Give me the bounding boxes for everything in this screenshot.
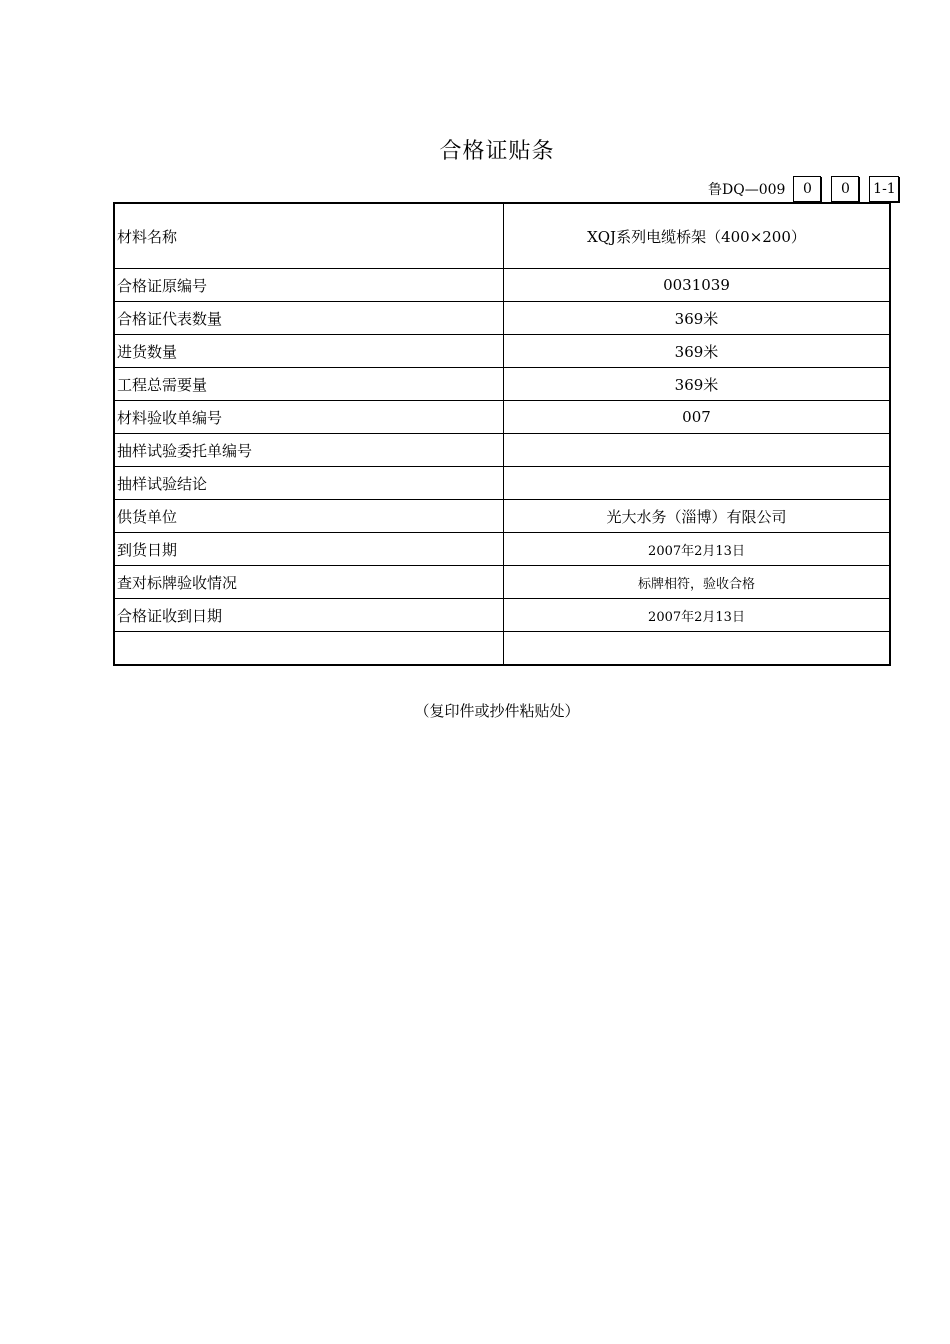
page-title: 合格证贴条 (439, 139, 555, 164)
table-row-purchase-quantity (114, 335, 890, 368)
row-value (504, 434, 891, 467)
row-label: 进货数量 (114, 335, 504, 368)
row-value: 光大水务（淄博）有限公司 (504, 500, 891, 533)
row-value: XQJ系列电缆桥架（400×200） (504, 203, 891, 269)
document-code-label: 鲁DQ—009 (708, 182, 786, 198)
document-code (708, 176, 899, 202)
document-code-box-2: 0 (831, 176, 859, 202)
table-row-sampling-conclusion (114, 467, 890, 500)
table-row-arrival-date (114, 533, 890, 566)
table-row-nameplate-check (114, 566, 890, 599)
row-label: 抽样试验委托单编号 (114, 434, 504, 467)
document-code-box-3: 1-1 (869, 176, 899, 202)
row-value: 2007年2月13日 (504, 533, 891, 566)
table-row-sampling-order-number (114, 434, 890, 467)
row-label: 供货单位 (114, 500, 504, 533)
paste-area-note: （复印件或抄件粘贴处） (414, 702, 580, 720)
row-value: 369米 (504, 302, 891, 335)
row-label (114, 632, 504, 666)
certificate-table (113, 202, 891, 666)
row-label: 材料名称 (114, 203, 504, 269)
row-label: 合格证代表数量 (114, 302, 504, 335)
row-value: 369米 (504, 335, 891, 368)
row-value (504, 467, 891, 500)
row-value (504, 632, 891, 666)
table-row-certificate-number (114, 269, 890, 302)
row-label: 抽样试验结论 (114, 467, 504, 500)
table-row-empty (114, 632, 890, 666)
row-value: 369米 (504, 368, 891, 401)
table-row-certificate-received-date (114, 599, 890, 632)
row-value: 标牌相符，验收合格 (504, 566, 891, 599)
table-row-total-requirement (114, 368, 890, 401)
row-label: 查对标牌验收情况 (114, 566, 504, 599)
row-value: 2007年2月13日 (504, 599, 891, 632)
row-label: 到货日期 (114, 533, 504, 566)
table-row-acceptance-number (114, 401, 890, 434)
row-value: 0031039 (504, 269, 891, 302)
table-row-certificate-quantity (114, 302, 890, 335)
row-label: 材料验收单编号 (114, 401, 504, 434)
table-row-material-name (114, 203, 890, 269)
row-label: 合格证收到日期 (114, 599, 504, 632)
table-row-supplier (114, 500, 890, 533)
document-code-box-1: 0 (793, 176, 821, 202)
row-label: 合格证原编号 (114, 269, 504, 302)
row-value: 007 (504, 401, 891, 434)
row-label: 工程总需要量 (114, 368, 504, 401)
